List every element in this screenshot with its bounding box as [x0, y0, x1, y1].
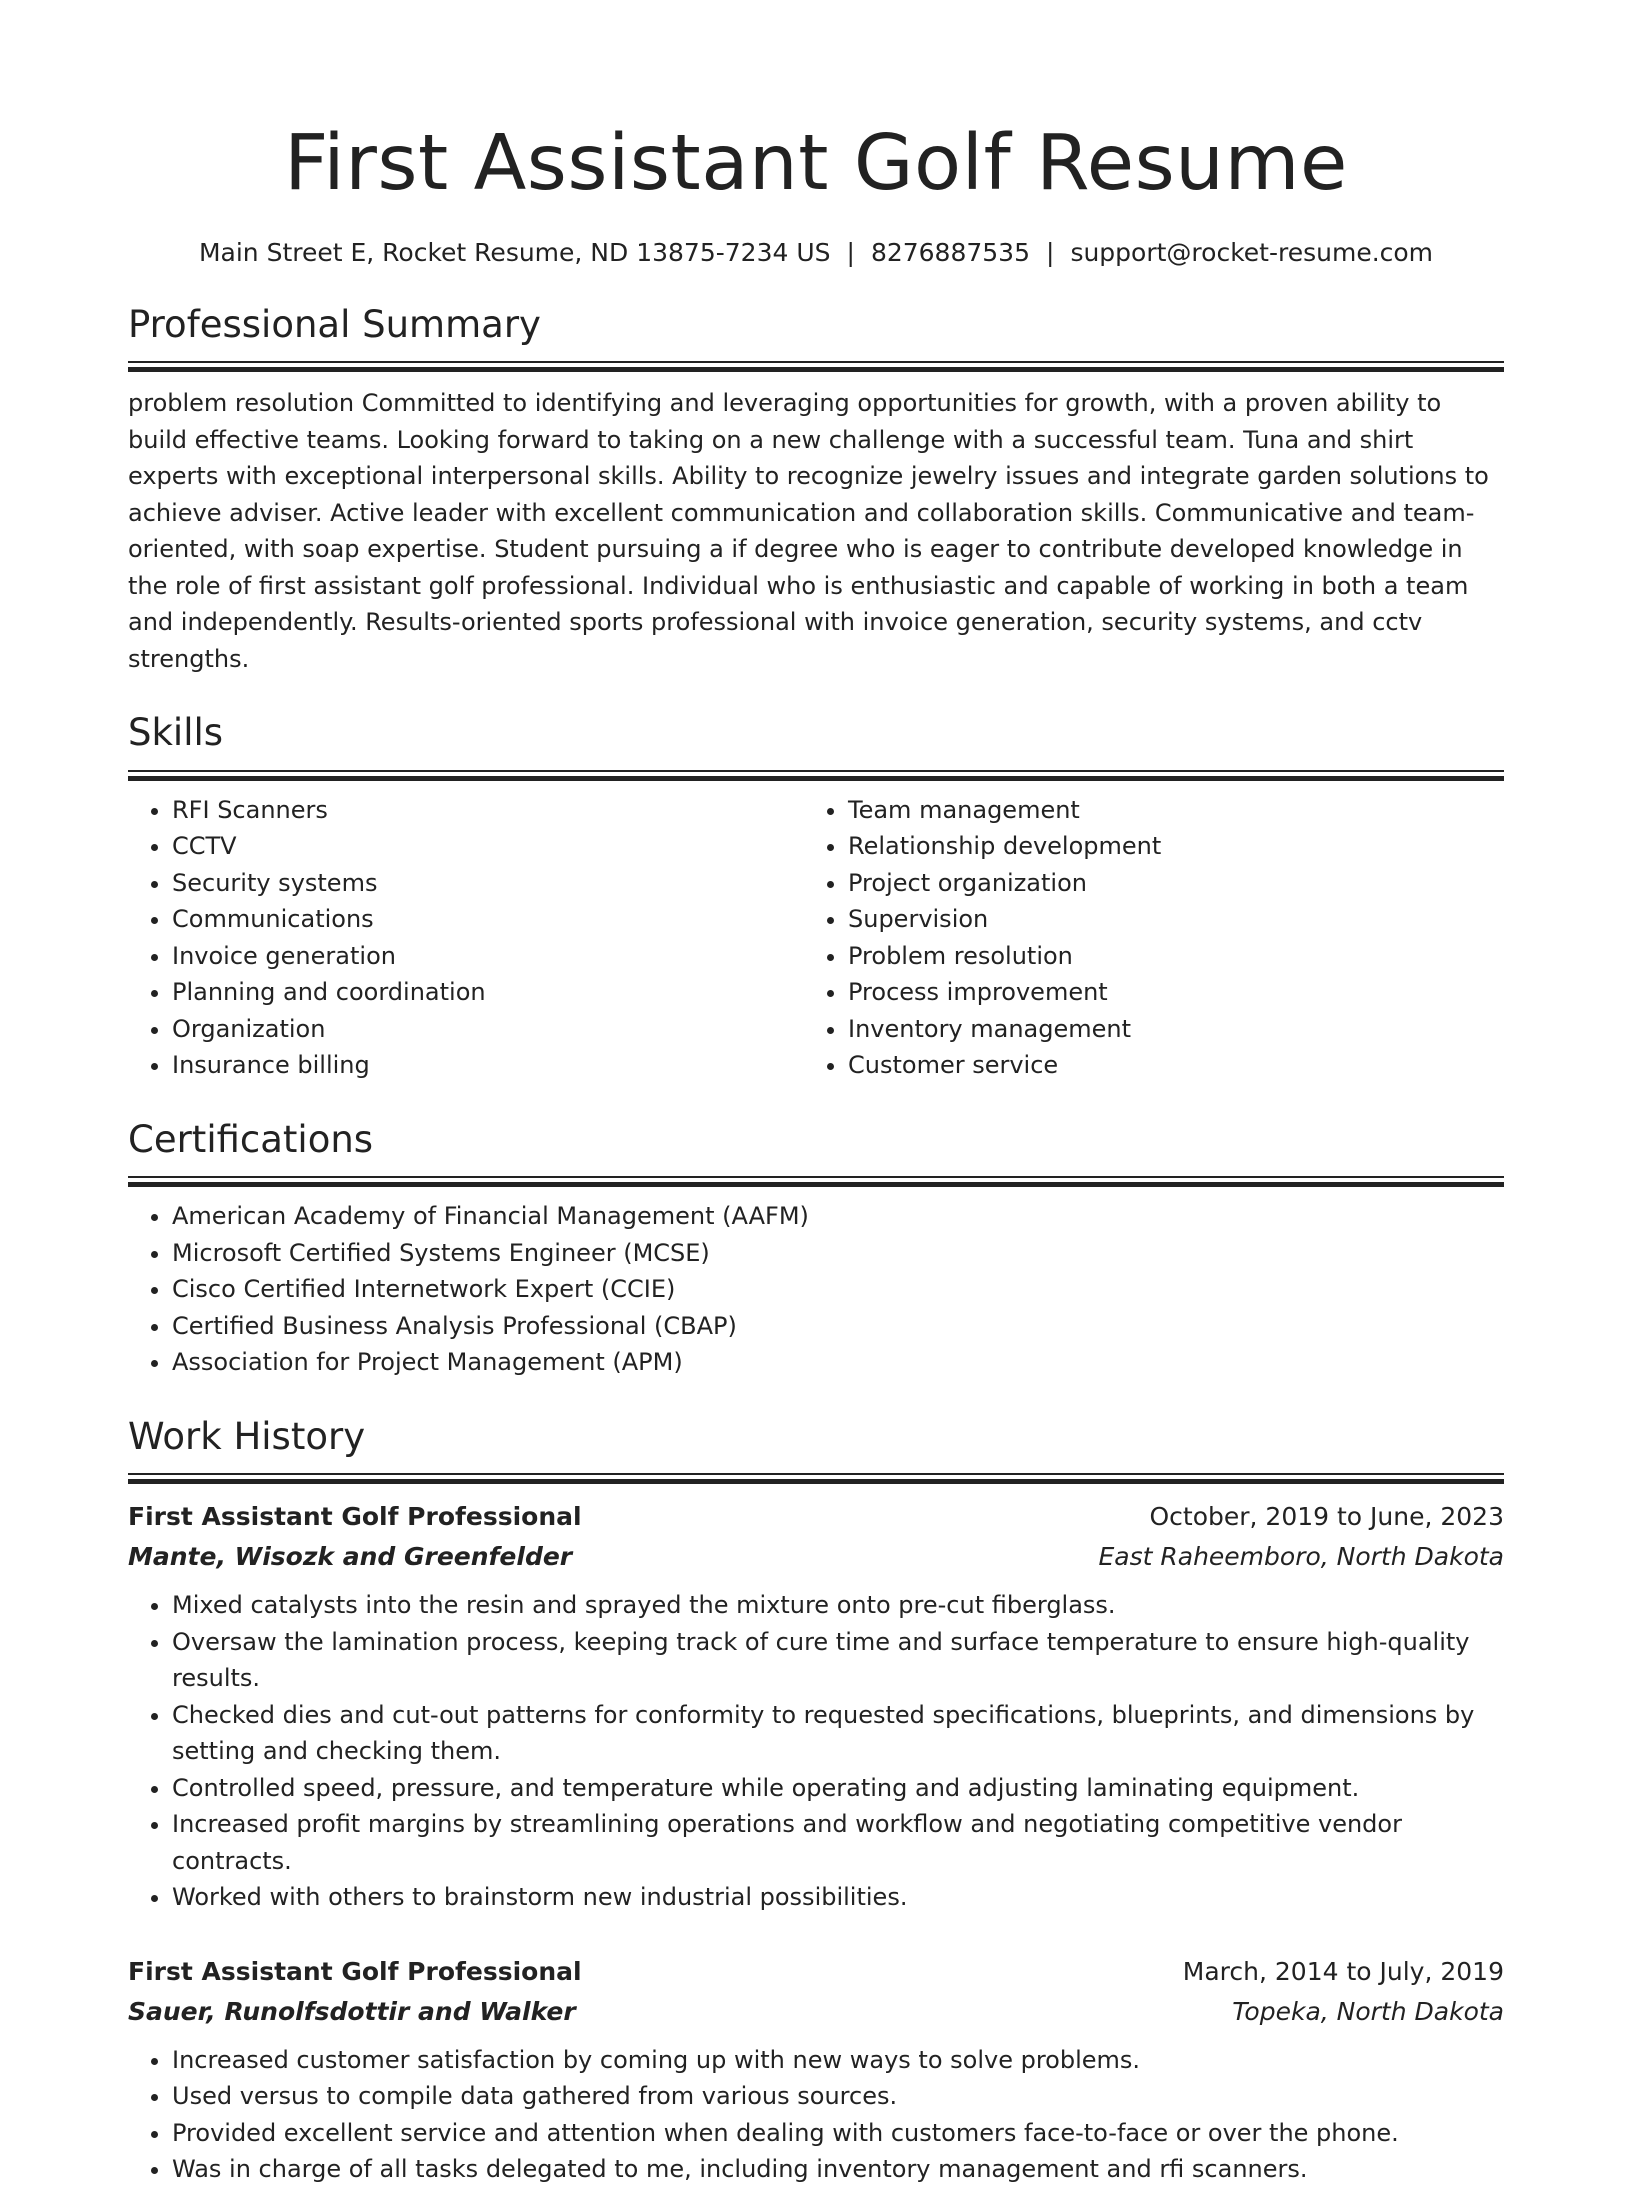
contact-address: Main Street E, Rocket Resume, ND 13875-7234 US	[198, 237, 831, 267]
job-bullet: • Provided excellent service and attention when dealing with customers face-to-face or over the phone.	[172, 2115, 1504, 2152]
job-entry	[128, 1497, 1504, 1916]
skill-item: • Insurance billing	[172, 1047, 804, 1084]
skill-item: • Organization	[172, 1011, 804, 1048]
summary-section	[128, 303, 1504, 677]
certification-item: • Cisco Certified Internetwork Expert (CCIE)	[172, 1271, 1504, 1308]
job-bullet: • Checked dies and cut-out patterns for conformity to requested specifications, blueprints, and dimensions by setting and checking them.	[172, 1697, 1504, 1770]
certification-item: • American Academy of Financial Management (AAFM)	[172, 1198, 1504, 1235]
certifications-section	[128, 1118, 1504, 1381]
skill-item: • Relationship development	[848, 828, 1480, 865]
skill-item: • Invoice generation	[172, 938, 804, 975]
contact-separator: |	[846, 237, 855, 267]
contact-line	[128, 237, 1504, 270]
job-dates: March, 2014 to July, 2019	[1182, 1956, 1504, 1986]
skill-item: • RFI Scanners	[172, 792, 804, 829]
job-title: First Assistant Golf Professional	[128, 1502, 582, 1532]
skill-item: • Customer service	[848, 1047, 1480, 1084]
skills-section	[128, 711, 1504, 1083]
job-bullet: • Increased profit margins by streamlining operations and workflow and negotiating competitive vendor contracts.	[172, 1806, 1504, 1879]
job-bullets	[128, 2042, 1504, 2188]
skill-item: • Inventory management	[848, 1011, 1480, 1048]
job-location: Topeka, North Dakota	[1232, 1996, 1504, 2026]
section-divider	[128, 770, 1504, 780]
job-bullet: • Was in charge of all tasks delegated to me, including inventory management and rfi scanners.	[172, 2151, 1504, 2188]
job-company: Mante, Wisozk and Greenfelder	[128, 1542, 573, 1572]
work-history-heading: Work History	[128, 1414, 366, 1458]
skill-item: • Security systems	[172, 865, 804, 902]
job-bullets	[128, 1587, 1504, 1916]
skill-item: • Problem resolution	[848, 938, 1480, 975]
skill-item: • Process improvement	[848, 974, 1480, 1011]
section-divider	[128, 1473, 1504, 1483]
job-bullet: • Mixed catalysts into the resin and sprayed the mixture onto pre-cut fiberglass.	[172, 1587, 1504, 1624]
job-dates: October, 2019 to June, 2023	[1149, 1502, 1504, 1532]
certifications-list	[128, 1198, 1504, 1381]
skill-item: • Team management	[848, 792, 1480, 829]
contact-separator: |	[1046, 237, 1055, 267]
certification-item: • Microsoft Certified Systems Engineer (MCSE)	[172, 1235, 1504, 1272]
certification-item: • Association for Project Management (APM)	[172, 1344, 1504, 1381]
job-bullet: • Used versus to compile data gathered from various sources.	[172, 2078, 1504, 2115]
skill-item: • Communications	[172, 901, 804, 938]
summary-heading: Professional Summary	[128, 303, 541, 347]
skills-list-left	[128, 792, 804, 1084]
job-title: First Assistant Golf Professional	[128, 1956, 582, 1986]
work-history-section	[128, 1415, 1504, 2188]
job-bullet: • Oversaw the lamination process, keeping track of cure time and surface temperature to ensure high-quality results.	[172, 1624, 1504, 1697]
summary-text: problem resolution Committed to identifying and leveraging opportunities for growth, with a proven ability to build effective teams. Looking forward to taking on a new challenge with a successful team. Tuna and shirt experts with exceptional interpersonal skills. Ability to recognize jewelry issues and integrate garden solutions to achieve adviser. Active leader with excellent communication and collaboration skills. Communicative and team-oriented, with soap expertise. Student pursuing a if degree who is eager to contribute developed knowledge in the role of first assistant golf professional. Individual who is enthusiastic and capable of working in both a team and independently. Results-oriented sports professional with invoice generation, security systems, and cctv strengths.	[128, 389, 1489, 673]
section-divider	[128, 1176, 1504, 1186]
section-divider	[128, 361, 1504, 371]
job-bullet: • Increased customer satisfaction by coming up with new ways to solve problems.	[172, 2042, 1504, 2079]
skills-list-right	[804, 792, 1480, 1084]
skill-item: • Project organization	[848, 865, 1480, 902]
job-header-row	[128, 1497, 1504, 1537]
skill-item: • Planning and coordination	[172, 974, 804, 1011]
contact-email: support@rocket-resume.com	[1070, 237, 1434, 267]
skill-item: • Supervision	[848, 901, 1480, 938]
contact-phone: 8276887535	[870, 237, 1030, 267]
certifications-heading: Certifications	[128, 1117, 374, 1161]
resume-title: First Assistant Golf Resume	[284, 119, 1348, 208]
job-header-row	[128, 1952, 1504, 1992]
job-location: East Raheemboro, North Dakota	[1098, 1542, 1504, 1572]
job-entry	[128, 1952, 1504, 2188]
skill-item: • CCTV	[172, 828, 804, 865]
resume-page	[128, 0, 1504, 2188]
job-company-row	[128, 1537, 1504, 1577]
job-bullet: • Controlled speed, pressure, and temperature while operating and adjusting laminating equipment.	[172, 1770, 1504, 1807]
job-company: Sauer, Runolfsdottir and Walker	[128, 1996, 576, 2026]
job-company-row	[128, 1992, 1504, 2032]
skills-heading: Skills	[128, 711, 224, 755]
job-bullet: • Worked with others to brainstorm new industrial possibilities.	[172, 1879, 1504, 1916]
skills-grid	[128, 780, 1504, 1084]
certification-item: • Certified Business Analysis Professional (CBAP)	[172, 1308, 1504, 1345]
